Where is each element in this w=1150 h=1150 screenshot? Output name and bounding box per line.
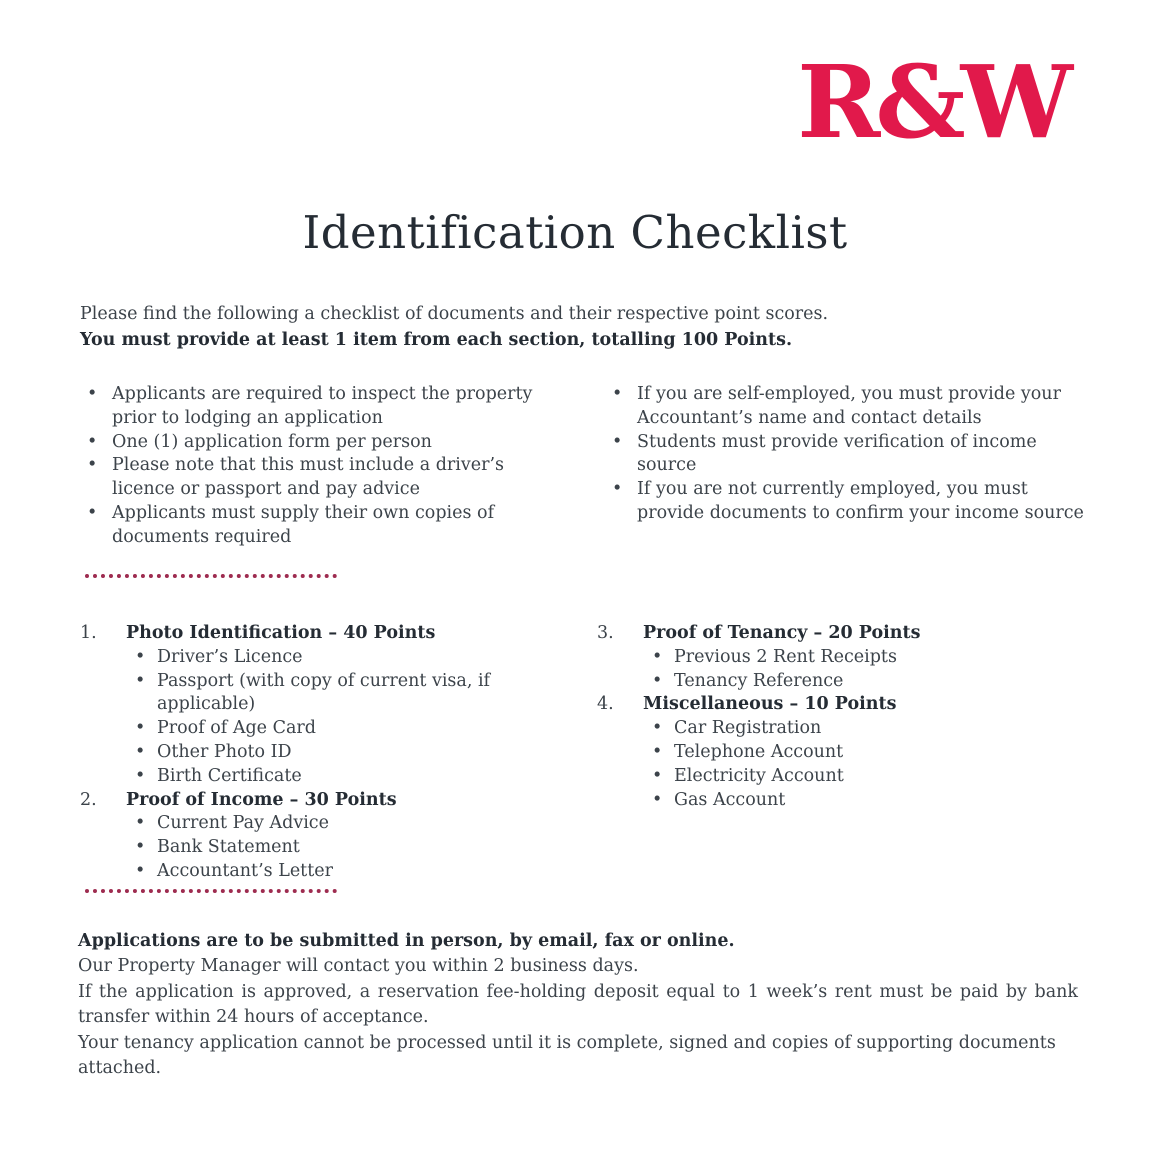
section-number: 4. [597,694,614,715]
list-item: • One (1) application form per person [85,431,553,455]
page-title: Identification Checklist [302,206,848,259]
section-number: 3. [597,623,614,643]
list-item: • Gas Account [652,789,1102,813]
rw-logo: R&W [797,43,1068,161]
checklist-section [80,622,575,789]
section-title: Proof of Income – 30 Points [126,789,397,810]
section-title: Proof of Tenancy – 20 Points [643,623,921,643]
list-item: • Accountant’s Letter [135,860,575,884]
section-items [80,812,575,883]
footer-line: Our Property Manager will contact you within 2 business days. [78,956,639,977]
checklist-section [597,622,1102,693]
list-item: • Proof of Age Card [135,717,575,741]
footer-line: If the application is approved, a reservation fee-holding deposit equal to 1 week’s rent must be paid by bank transfer within 24 hours of acceptance. [78,981,1078,1028]
section-items [597,717,1102,812]
sections-column-left [80,622,575,884]
list-item: • Passport (with copy of current visa, if applicable) [135,670,575,718]
section-heading [597,693,1102,717]
intro-line-bold: You must provide at least 1 item from each section, totalling 100 Points. [80,330,793,350]
list-item: • Driver’s Licence [135,646,575,670]
dotted-divider [85,889,337,893]
general-notes-left [85,383,553,550]
intro-text [80,301,828,353]
section-heading [597,622,1102,646]
footer-notes [78,929,1078,1081]
list-item: • Please note that this must include a driver’s licence or passport and pay advice [85,454,553,502]
checklist-section [597,693,1102,812]
list-item: • Other Photo ID [135,741,575,765]
general-notes-right [610,383,1088,526]
section-title: Miscellaneous – 10 Points [643,694,897,715]
section-items [597,646,1102,694]
list-item: • Applicants must supply their own copies of documents required [85,502,553,550]
list-item: • Telephone Account [652,741,1102,765]
sections-column-right [597,622,1102,812]
list-item: • Tenancy Reference [652,670,1102,694]
section-number: 2. [80,789,97,810]
list-item: • If you are not currently employed, you must provide documents to confirm your income source [610,478,1088,526]
list-item: • Applicants are required to inspect the property prior to lodging an application [85,383,553,431]
list-item: • If you are self-employed, you must provide your Accountant’s name and contact details [610,383,1088,431]
list-item: • Car Registration [652,717,1102,741]
section-title: Photo Identification – 40 Points [126,623,436,643]
list-item: • Students must provide verification of income source [610,431,1088,479]
section-number: 1. [80,623,97,643]
dotted-divider [85,574,337,578]
section-items [80,646,575,789]
section-heading [80,622,575,646]
list-item: • Previous 2 Rent Receipts [652,646,1102,670]
checklist-section [80,789,575,884]
intro-line: Please find the following a checklist of documents and their respective point scores. [80,304,829,324]
list-item: • Current Pay Advice [135,812,575,836]
footer-line-bold: Applications are to be submitted in person, by email, fax or online. [78,931,735,951]
list-item: • Birth Certificate [135,765,575,789]
list-item: • Electricity Account [652,765,1102,789]
footer-line: Your tenancy application cannot be processed until it is complete, signed and copies of supporting documents attached. [78,1032,1056,1079]
list-item: • Bank Statement [135,836,575,860]
section-heading [80,789,575,813]
